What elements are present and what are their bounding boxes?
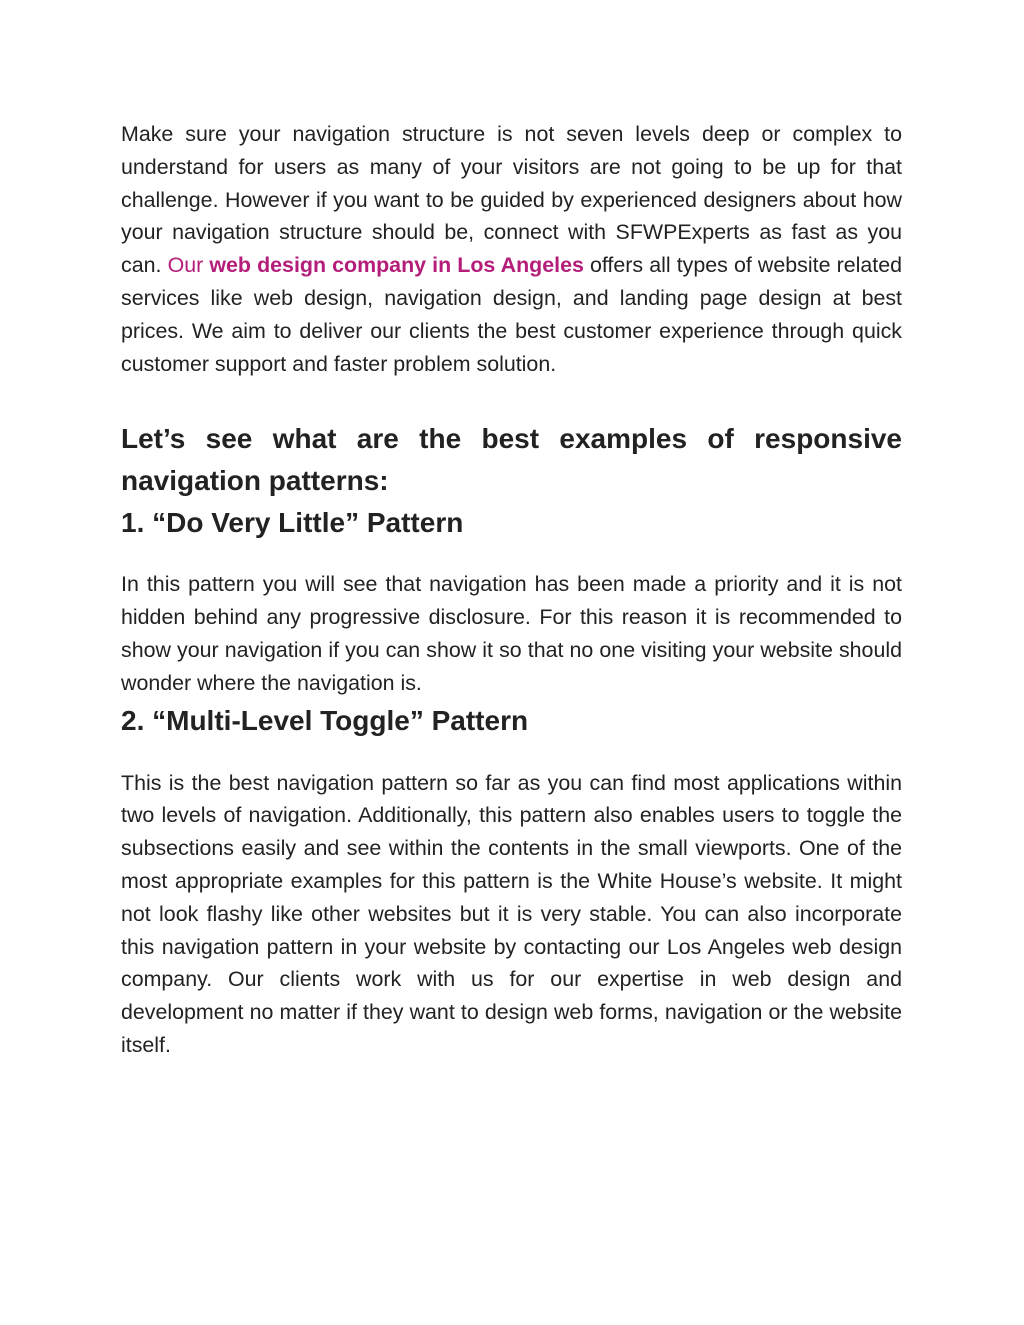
link-lead-text[interactable]: Our — [167, 253, 204, 278]
intro-text-after: offers all types of website related services like web design, navigation design, and landing page design at best prices. We aim to deliver our clients the best customer experience through quick customer support and faster problem solution. — [121, 253, 902, 376]
section-body-multi-level-toggle: This is the best navigation pattern so far as you can find most applications within two levels of navigation. Additionally, this pattern also enables users to toggle the subsections easily and see within the contents in the small viewports. One of the most appropriate examples for this pattern is the White House’s website. It might not look flashy like other websites but it is very stable. You can also incorporate this navigation pattern in your website by contacting our Los Angeles web design company. Our clients work with us for our expertise in web design and development no matter if they want to design web forms, navigation or the website itself. — [121, 770, 902, 1057]
section-heading-multi-level-toggle: 2. “Multi-Level Toggle” Pattern — [121, 704, 529, 736]
section-body-do-very-little: In this pattern you will see that navigation has been made a priority and it is not hidden behind any progressive disclosure. For this reason it is recommended to show your navigation if you can show it so that no one visiting your website should wonder where the navigation is. — [121, 572, 902, 695]
main-heading: Let’s see what are the best examples of responsive navigation patterns: — [121, 423, 902, 497]
intro-text-before: Make sure your navigation structure is not seven levels deep or complex to understand for users as many of your visitors are not going to be up for that challenge. However if you want to be guided by experienced designers about how your navigation structure should be, connect with SFWPExperts as fast as you can. — [121, 122, 902, 278]
document-page — [121, 118, 902, 1062]
web-design-company-link[interactable]: web design company in Los Angeles — [209, 253, 584, 278]
section-heading-do-very-little: 1. “Do Very Little” Pattern — [121, 507, 464, 539]
intro-paragraph — [121, 118, 902, 380]
